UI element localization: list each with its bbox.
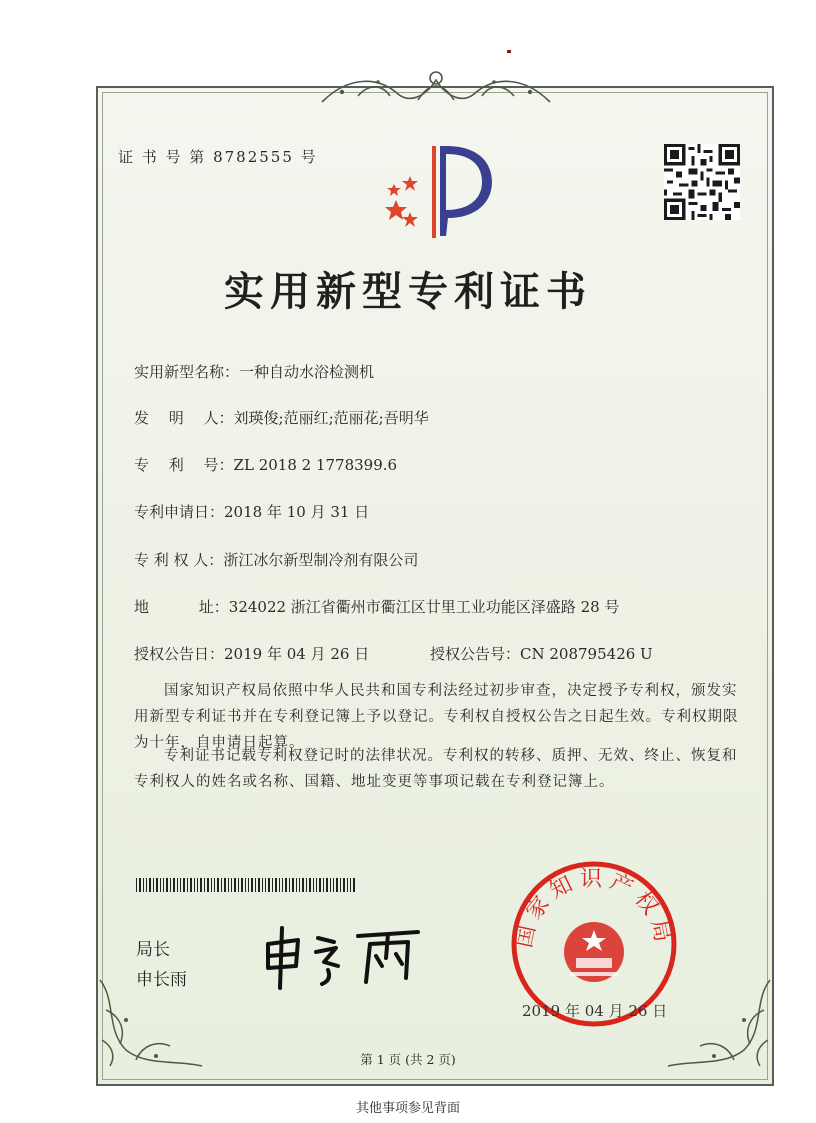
patentee-label: 专 利 权 人： (134, 551, 224, 569)
inventor-label: 发 明 人： (134, 409, 234, 427)
statement-paragraph-2: 专利证书记载专利权登记时的法律状况。专利权的转移、质押、无效、终止、恢复和专利权人的姓名或名称、国籍、地址变更等事项记载在专利登记簿上。 (134, 748, 738, 790)
application-date-value: 2018 年 10 月 31 日 (224, 503, 370, 521)
grant-number-label: 授权公告号： (430, 645, 521, 663)
statement-paragraph-1: 国家知识产权局依照中华人民共和国专利法经过初步审查，决定授予专利权，颁发实用新型专利证书并在专利登记簿上予以登记。专利权自授权公告之日起生效。专利权期限为十年，自申请日起算。 (134, 683, 739, 751)
certificate-number: 证 书 号 第 8782555 号 (118, 148, 318, 166)
patentee-row (134, 549, 418, 570)
ink-mark (507, 50, 511, 53)
barcode-icon (136, 878, 356, 892)
grant-date-label: 授权公告日： (134, 645, 225, 663)
application-date-row (134, 501, 369, 522)
grant-number-value: CN 208795426 U (520, 645, 653, 663)
utility-name-label: 实用新型名称： (134, 363, 240, 381)
seal-date: 2019 年 04 月 26 日 (522, 1002, 668, 1020)
patent-number-row (134, 454, 397, 475)
signatory-name: 申长雨 (136, 970, 187, 990)
utility-name-value: 一种自动水浴检测机 (239, 363, 375, 381)
page-indicator: 第 1 页 (共 2 页) (360, 1052, 456, 1067)
patentee-value: 浙江冰尔新型制冷剂有限公司 (223, 551, 419, 569)
address-label: 地 址： (134, 598, 229, 616)
patent-number-value: ZL 2018 2 1778399.6 (233, 456, 398, 474)
address-value: 324022 浙江省衢州市衢江区廿里工业功能区泽盛路 28 号 (228, 598, 620, 616)
handwritten-signature (258, 922, 448, 992)
seal-text: 国家知识产权局 (511, 867, 677, 951)
grant-date-row (134, 643, 369, 664)
top-ornament (318, 66, 554, 108)
certificate-title: 实用新型专利证书 (224, 268, 592, 315)
grant-number-row (430, 643, 653, 664)
grant-date-value: 2019 年 04 月 26 日 (224, 645, 370, 663)
inventor-row (134, 407, 429, 428)
utility-name-row (134, 361, 374, 382)
inventor-value: 刘瑛俊;范丽红;范丽花;吾明华 (233, 409, 429, 427)
footer-note: 其他事项参见背面 (355, 1101, 460, 1116)
cnipa-logo-icon (376, 140, 500, 242)
address-row (134, 596, 619, 617)
signatory-title: 局长 (136, 940, 170, 960)
qr-code-icon (664, 144, 740, 220)
patent-number-label: 专 利 号： (134, 456, 234, 474)
application-date-label: 专利申请日： (134, 503, 225, 521)
